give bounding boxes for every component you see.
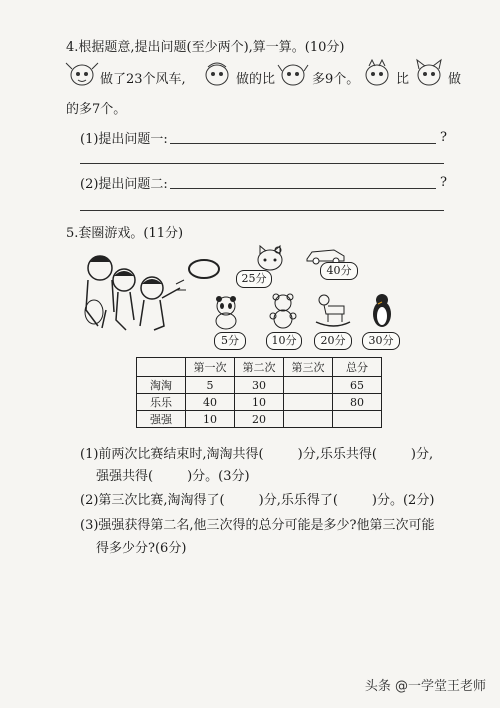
watermark-text: 头条 @一学堂王老师 xyxy=(364,679,486,694)
q4-sentence-part2: 做的比 xyxy=(236,72,276,87)
q4-problem2-label: (2)提出问题二: xyxy=(80,177,168,192)
q4-problem2-work-line[interactable] xyxy=(80,210,444,211)
q5-title: 5.套圈游戏。(11分) xyxy=(66,226,184,241)
table-header-cell: 第二次 xyxy=(235,358,284,377)
kids-playing-ring-toss-illustration xyxy=(68,250,188,332)
goat-head-icon xyxy=(64,57,100,89)
table-cell: 20 xyxy=(235,411,284,428)
table-row xyxy=(137,394,382,411)
q4-problem1-answer-line[interactable] xyxy=(170,143,436,144)
table-cell: 淘淘 xyxy=(137,377,186,394)
q4-problem1-qmark: ? xyxy=(440,130,447,145)
q4-problem1-work-line[interactable] xyxy=(80,163,444,164)
table-header-cell: 第一次 xyxy=(186,358,235,377)
q5-sub2 xyxy=(80,489,434,508)
q5-sub1-text: )分,乐乐共得( xyxy=(297,447,377,462)
prize-score-label: 30分 xyxy=(362,332,400,350)
table-cell: 80 xyxy=(333,394,382,411)
table-cell: 10 xyxy=(235,394,284,411)
teddy-bear-prize-icon xyxy=(266,292,300,330)
goat-head-icon xyxy=(200,57,234,89)
table-cell-blank[interactable] xyxy=(284,394,333,411)
q4-problem2-answer-line[interactable] xyxy=(170,188,436,189)
table-cell: 65 xyxy=(333,377,382,394)
goat-head-icon xyxy=(360,57,394,89)
q4-sentence-part5: 做 xyxy=(448,72,462,87)
q5-sub1-text: 强强共得( xyxy=(96,469,154,484)
q5-sub1-line1 xyxy=(80,443,433,462)
prize-score-label: 10分 xyxy=(266,332,302,350)
q5-sub3-line2: 得多少分?(6分) xyxy=(96,541,187,556)
table-header-row xyxy=(137,358,382,377)
q4-sentence-part3: 多9个。 xyxy=(312,72,360,87)
table-cell: 40 xyxy=(186,394,235,411)
q4-problem1-label: (1)提出问题一: xyxy=(80,132,168,147)
table-cell: 5 xyxy=(186,377,235,394)
prize-score-label: 25分 xyxy=(236,270,272,288)
q5-sub1-text: (1)前两次比赛结束时,淘淘共得( xyxy=(80,447,264,462)
q4-sentence-part4: 比 xyxy=(396,72,410,87)
table-cell-blank[interactable] xyxy=(284,377,333,394)
q5-sub1-text: )分。(3分) xyxy=(187,469,250,484)
q4-sentence-part1: 做了23个风车, xyxy=(100,72,186,87)
goat-head-icon xyxy=(276,57,310,89)
table-cell: 30 xyxy=(235,377,284,394)
q4-title: 4.根据题意,提出问题(至少两个),算一算。(10分) xyxy=(66,40,345,55)
penguin-prize-icon xyxy=(368,292,396,330)
table-cell-blank[interactable] xyxy=(333,411,382,428)
q5-sub2-text: (2)第三次比赛,淘淘得了( xyxy=(80,493,225,508)
q5-sub1-line2 xyxy=(96,465,250,484)
q4-sentence-part6: 的多7个。 xyxy=(66,102,127,117)
q4-problem2-qmark: ? xyxy=(440,175,447,190)
table-header-cell: 第三次 xyxy=(284,358,333,377)
table-header-cell xyxy=(137,358,186,377)
prize-score-label: 5分 xyxy=(214,332,246,350)
q5-sub1-text: )分, xyxy=(410,447,434,462)
q5-sub2-text: )分。(2分) xyxy=(371,493,435,508)
prize-score-label: 20分 xyxy=(314,332,352,350)
q5-sub3-line1: (3)强强获得第二名,他三次得的总分可能是多少?他第三次可能 xyxy=(80,518,435,533)
q5-sub2-text: )分,乐乐得了( xyxy=(258,493,338,508)
panda-prize-icon xyxy=(210,294,242,330)
score-table xyxy=(136,357,382,428)
table-cell: 强强 xyxy=(137,411,186,428)
wolf-head-icon xyxy=(412,57,446,89)
table-cell: 乐乐 xyxy=(137,394,186,411)
table-cell: 10 xyxy=(186,411,235,428)
table-cell-blank[interactable] xyxy=(284,411,333,428)
prize-score-label: 40分 xyxy=(320,262,358,280)
thrown-ring-icon xyxy=(186,256,222,282)
table-header-cell: 总分 xyxy=(333,358,382,377)
table-row xyxy=(137,411,382,428)
rocking-horse-prize-icon xyxy=(312,292,352,330)
table-row xyxy=(137,377,382,394)
